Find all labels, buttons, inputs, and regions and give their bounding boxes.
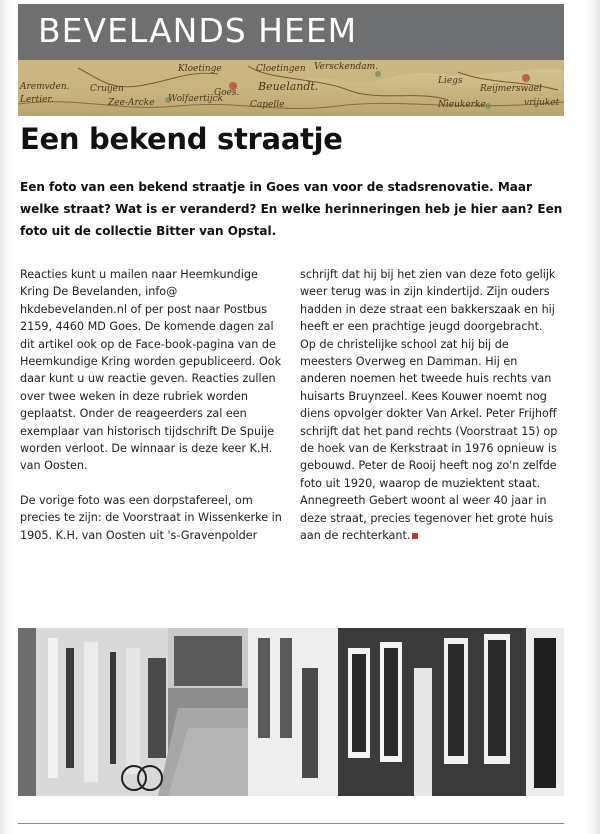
body-paragraph: Reacties kunt u mailen naar Heemkundige Kring De Bevelanden, info@ hkdebevelanden.nl of per post naar Postbus 2159, 4460 MD Goes. De komende dagen zal dit artikel ook op de Face-book-pagina van de Heemkundige Kring worden gepubliceerd. Ook daar kunt u uw reactie geven. Reacties zullen over twee weken in deze rubriek worden geplaatst. Onder de reageerders zal een exemplaar van historisch tijdschrift De Spuije worden verloot. De winnaar is deze keer K.H. van Oosten. bbox=[20, 268, 282, 473]
map-label: Goes. bbox=[214, 88, 240, 98]
map-label: Liegs bbox=[438, 76, 463, 86]
body-text: schrijft dat hij bij het zien van deze foto gelijk weer terug was in zijn kindertijd. Zijn ouders hadden in deze straat een bakkerszaak en hij heeft er een prachtige jeugd doorgebracht. Op de christelijke school zat hij bij de meesters Overweg en Damman. Hij en anderen noemen het tweede huis rechts van huisarts Bruynzeel. Kees Kouwer noemt nog diens opvolger dokter Van Arkel. Peter Frijhoff schrijft dat het pand rechts (Voorstraat 15) op de hoek van de Kerkstraat in 1976 opnieuw is gebouwd. Peter de Rooij heeft nog zo'n zelfde foto uit 1920, waarop de muziektent staat. Annegreeth Gebert woont al weer 40 jaar in deze straat, precies tegenover het grote huis aan de rechterkant. bbox=[300, 268, 558, 543]
magazine-title: BEVELANDS HEEM bbox=[38, 11, 358, 50]
map-label: Capelle bbox=[250, 100, 285, 110]
article-page bbox=[18, 4, 564, 830]
map-label: Aremvden. bbox=[20, 82, 70, 92]
map-label: Versckendam. bbox=[314, 62, 379, 72]
street-photo-illustration bbox=[18, 628, 564, 796]
map-label: Lertier. bbox=[20, 95, 54, 105]
map-label: vrijuket bbox=[524, 98, 560, 108]
body-paragraph bbox=[300, 266, 562, 545]
map-label: Kloetinge bbox=[178, 64, 222, 74]
magazine-header bbox=[18, 4, 564, 60]
map-label: Nieukerke bbox=[438, 100, 486, 110]
footer-rule bbox=[18, 823, 564, 824]
map-label: Zee-Arcke bbox=[108, 98, 155, 108]
historic-map-banner bbox=[18, 60, 564, 116]
map-label: Reijmerswael bbox=[480, 84, 542, 94]
body-paragraph: De vorige foto was een dorpstafereel, om precies te zijn: de Voorstraat in Wissenkerke in 1905. K.H. van Oosten uit 's-Gravenpolder bbox=[20, 493, 282, 542]
article-headline: Een bekend straatje bbox=[20, 122, 343, 156]
map-label: Cruijen bbox=[90, 84, 124, 94]
map-label: Wolfaertijck bbox=[168, 94, 224, 104]
article-lead: Een foto van een bekend straatje in Goes van voor de stadsrenovatie. Maar welke straat? Wat is er veranderd? En welke herinneringen heb je hier aan? Een foto uit de collectie Bitter van Opstal. bbox=[20, 180, 563, 238]
end-of-article-mark bbox=[412, 533, 418, 539]
map-label: Cloetingen bbox=[256, 64, 306, 74]
text-column-left bbox=[20, 266, 282, 544]
text-column-right bbox=[300, 266, 562, 545]
street-photo bbox=[18, 628, 564, 796]
map-label: Beuelandt. bbox=[258, 80, 319, 93]
